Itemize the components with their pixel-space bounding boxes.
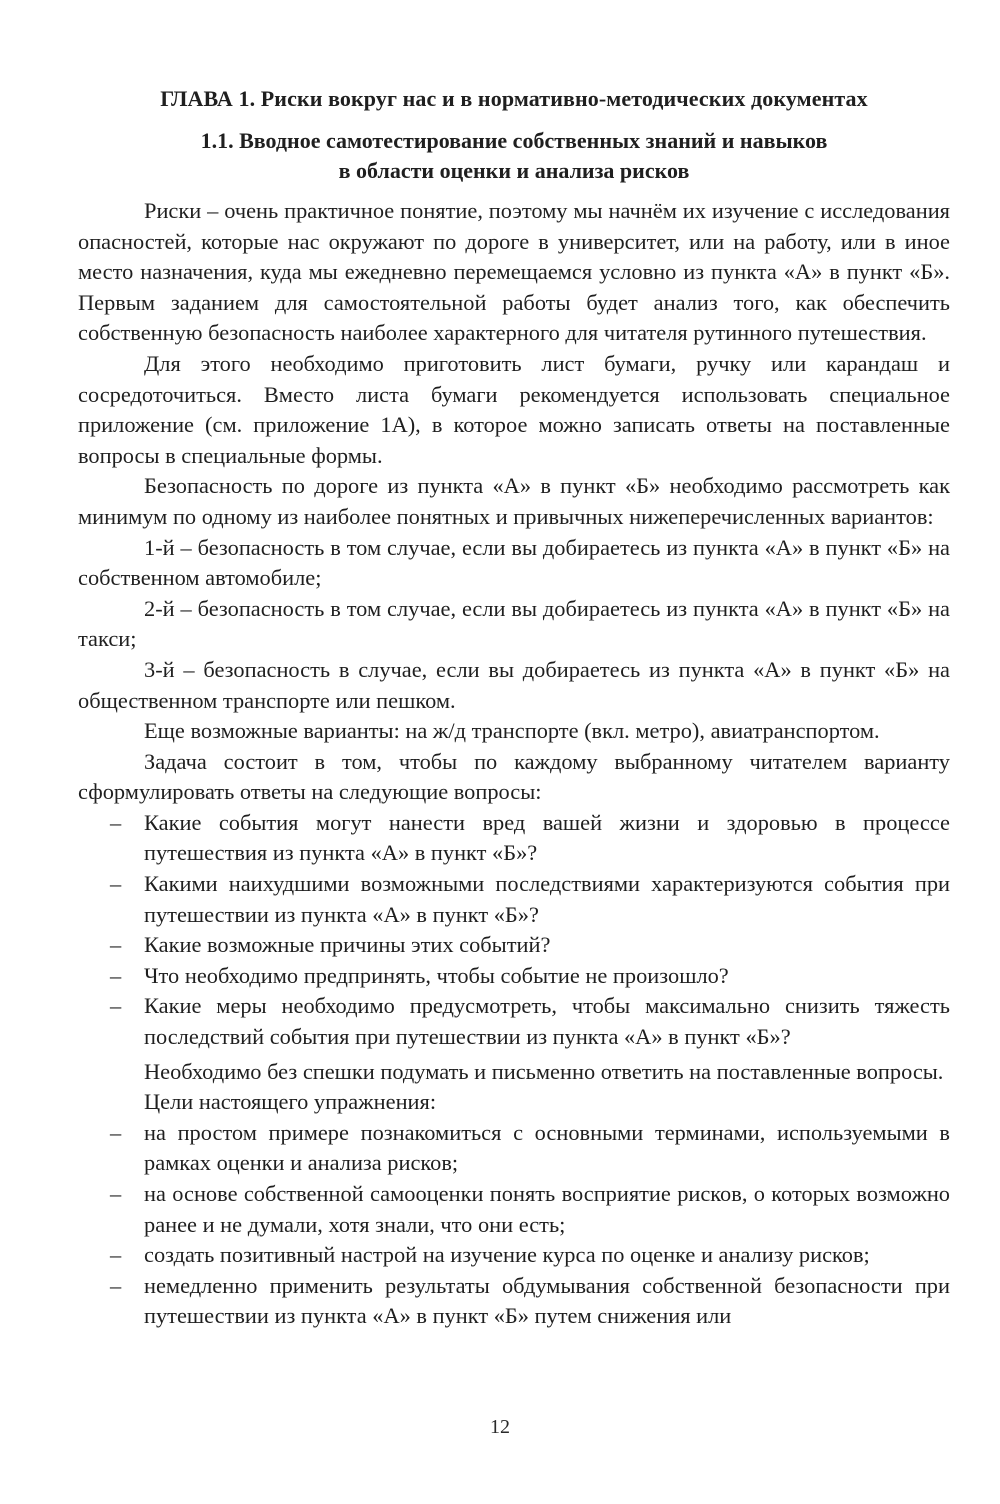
list-item: [78, 1240, 950, 1271]
list-item: [78, 1179, 950, 1240]
section-title-line-2: в области оценки и анализа рисков: [338, 158, 690, 183]
paragraph-safety-options: Безопасность по дороге из пункта «А» в пункт «Б» необходимо рассмотреть как минимум по одному из наиболее понятных и привычных нижеперечисленных вариантов:: [78, 473, 950, 529]
section-title: [78, 126, 950, 186]
list-dash: –: [110, 809, 122, 835]
paragraph-goals-heading: Цели настоящего упражнения:: [144, 1089, 437, 1115]
list-dash: –: [110, 871, 122, 897]
page-number: 12: [490, 1416, 510, 1438]
paragraph-preparation: Для этого необходимо приготовить лист бумаги, ручку или карандаш и сосредоточиться. Вместо листа бумаги рекомендуется использовать специальное приложение (см. приложение 1А), в которое можно записать ответы на поставленные вопросы в специальные формы.: [78, 350, 950, 468]
question-text: Какими наихудшими возможными последствиями характеризуются события при путешествии из пункта «А» в пункт «Б»?: [144, 871, 950, 927]
goal-text: немедленно применить результаты обдумывания собственной безопасности при путешествии из пункта «А» в пункт «Б» путем снижения или: [144, 1272, 950, 1329]
paragraph-option-2: 2-й – безопасность в том случае, если вы добираетесь из пункта «А» в пункт «Б» на такси;: [78, 595, 950, 652]
question-text: Какие возможные причины этих событий?: [144, 932, 551, 958]
goal-text: на простом примере познакомиться с основными терминами, используемыми в рамках оценки и анализа рисков;: [144, 1119, 950, 1176]
list-dash: –: [110, 1119, 122, 1145]
list-item: [78, 961, 950, 992]
list-item: [78, 991, 950, 1052]
list-dash: –: [110, 1181, 122, 1206]
question-text: Что необходимо предпринять, чтобы событие не произошло?: [144, 962, 729, 988]
questions-list: [78, 808, 950, 1053]
paragraph-other-options: Еще возможные варианты: на ж/д транспорте (вкл. метро), авиатранспортом.: [144, 718, 880, 744]
paragraph-option-1: 1-й – безопасность в том случае, если вы добираетесь из пункта «А» в пункт «Б» на собственном автомобиле;: [78, 534, 950, 591]
question-text: Какие меры необходимо предусмотреть, чтобы максимально снизить тяжесть последствий события при путешествии из пункта «А» в пункт «Б»?: [144, 993, 950, 1050]
goal-text: на основе собственной самооценки понять восприятие рисков, о которых возможно ранее и не думали, хотя знали, что они есть;: [144, 1181, 950, 1237]
goals-list: [78, 1118, 950, 1332]
chapter-title: ГЛАВА 1. Риски вокруг нас и в нормативно-методических документах: [160, 86, 868, 111]
question-text: Какие события могут нанести вред вашей жизни и здоровью в процессе путешествия из пункта «А» в пункт «Б»?: [144, 809, 950, 866]
list-item: [78, 930, 950, 961]
list-item: [78, 1271, 950, 1332]
list-dash: –: [110, 932, 122, 958]
list-item: [78, 1118, 950, 1179]
list-dash: –: [110, 1272, 122, 1298]
list-item: [78, 869, 950, 930]
paragraph-think-and-answer: Необходимо без спешки подумать и письменно ответить на поставленные вопросы.: [144, 1058, 944, 1084]
paragraph-option-3: 3-й – безопасность в случае, если вы добираетесь из пункта «А» в пункт «Б» на общественном транспорте или пешком.: [78, 656, 950, 713]
section-title-line-1: 1.1. Вводное самотестирование собственных знаний и навыков: [200, 128, 828, 153]
list-dash: –: [110, 962, 122, 988]
list-item: [78, 808, 950, 869]
list-dash: –: [110, 993, 122, 1019]
goal-text: создать позитивный настрой на изучение курса по оценке и анализу рисков;: [144, 1242, 870, 1268]
document-page: [78, 84, 950, 1332]
paragraph-task: Задача состоит в том, чтобы по каждому выбранному читателем варианту сформулировать ответы на следующие вопросы:: [78, 748, 950, 805]
paragraph-intro: Риски – очень практичное понятие, поэтому мы начнём их изучение с исследования опасностей, которые нас окружают по дороге в университет, или на работу, или в иное место назначения, куда мы ежедневно перемещаемся условно из пункта «А» в пункт «Б». Первым заданием для самостоятельной работы будет анализ того, как обеспечить собственную безопасность наиболее характерного для читателя рутинного путешествия.: [78, 198, 950, 346]
list-dash: –: [110, 1242, 122, 1268]
